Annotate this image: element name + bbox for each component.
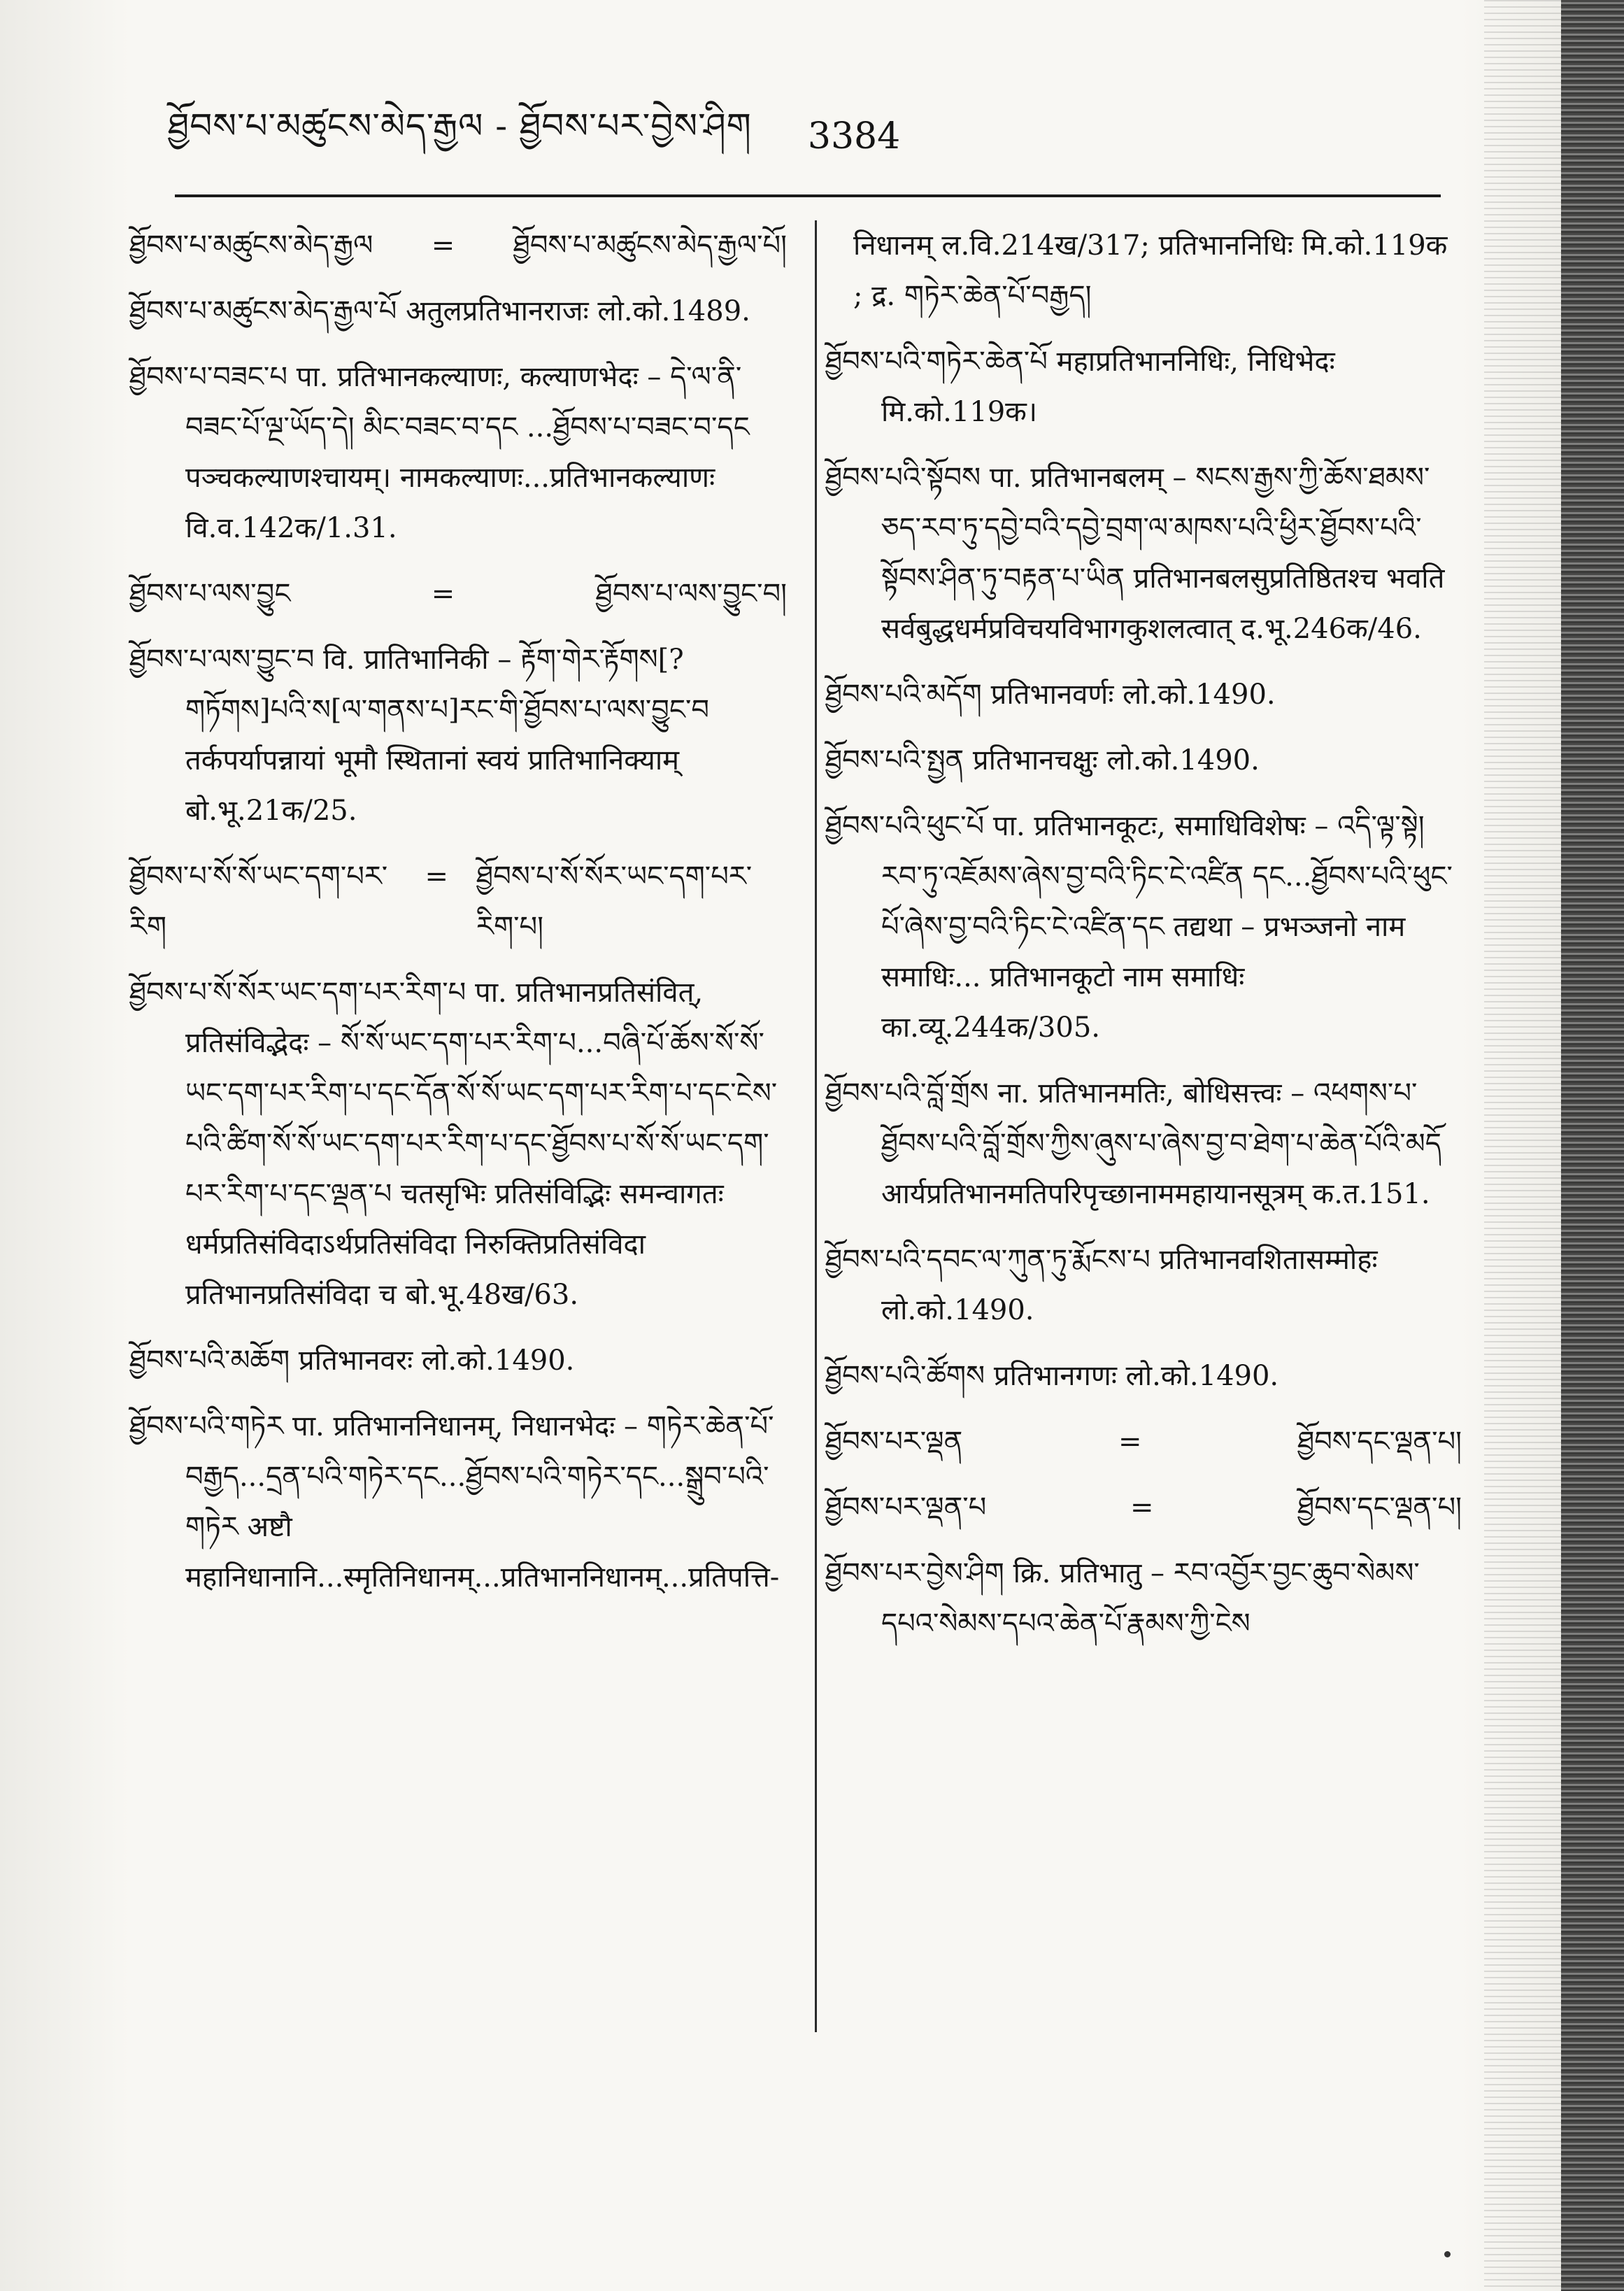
entry-headword: ཐྱོབས་པར་ལྡན་པ (825, 1491, 987, 1524)
entry-body: प्रतिभानवर्णः लो.को.1490. (990, 679, 1276, 711)
entry-body: निधानम् ल.वि.214ख/317; प्रतिभाननिधिः मि.को.119क ; द्र. གཏེར་ཆེན་པོ་བརྒྱད། (853, 229, 1448, 312)
entry-headword: ཐྱོབས་པ་མཚུངས་མེད་རྒྱལ་པོ (129, 295, 397, 327)
entry-body: प्रतिभानगणः लो.को.1490. (993, 1360, 1279, 1392)
entry-headword: ཐྱོབས་པར་བྱེས་ཤིག (825, 1557, 1004, 1589)
entry-body: पा. प्रतिभाननिधानम्, निधानभेदः – གཏེར་ཆེན་པོ་བརྒྱད...དྲན་པའི་གཏེར་དང...ཐྱོབས་པའི་གཏེར་དང...སྒྲུབ་པའི་གཏེར अष्टौ महानिधानानि...स्मृतिनिधानम्...प्रतिभाननिधानम्...प्रतिपत्ति- (185, 1410, 780, 1594)
entry-headword: ཐྱོབས་པའི་སྤྱན (825, 744, 964, 776)
entry-headword: ཐྱོབས་པ་ལས་བྱུང་བ (129, 644, 315, 676)
dictionary-entry (825, 453, 1462, 654)
dictionary-entry (825, 1068, 1462, 1219)
entry-headword: ཐྱོབས་པའི་ཚོགས (825, 1360, 985, 1392)
scan-edge-binding (1561, 0, 1624, 2291)
entry-body: ཐྱོབས་པ་ལས་བྱུང་བ། (595, 578, 787, 610)
dictionary-entry (825, 735, 1462, 786)
entry-headword: ཐྱོབས་པ་སོ་སོར་ཡང་དག་པར་རིག་པ (129, 977, 466, 1009)
entry-headword: ཐྱོབས་པའི་གཏེར (129, 1410, 284, 1442)
dictionary-entry (129, 286, 787, 336)
entry-body: प्रतिभानवरः लो.को.1490. (298, 1345, 575, 1377)
entry-body: पा. प्रतिभानकूटः, समाधिविशेषः – འདི་ལྟ་སྟེ། རབ་ཏུ་འཇོམས་ཞེས་བྱ་བའི་ཏིང་ངེ་འཛིན དང...ཐྱོབས་པའི་ཕུང་པོ་ཞེས་བྱ་བའི་ཏིང་ངེ་འཛིན་དང तद्यथा – प्रभञ्जनो नाम समाधिः... प्रतिभानकूटो नाम समाधिः का.व्यू.244क/305. (881, 810, 1453, 1044)
column-divider (815, 220, 817, 2032)
entry-headword: ཐྱོབས་པའི་བློ་གྲོས (825, 1077, 989, 1109)
entry-headword: ཐྱོབས་པར་ལྡན (825, 1426, 963, 1458)
entry-body: ना. प्रतिभानमतिः, बोधिसत्त्वः – འཕགས་པ་ཐྱོབས་པའི་བློ་གྲོས་ཀྱིས་ཞུས་པ་ཞེས་བྱ་བ་ཐེག་པ་ཆེན་པོའི་མདོ आर्यप्रतिभानमतिपरिपृच्छानाममहायानसूत्रम् क.त.151. (881, 1077, 1441, 1210)
equals-sign: = (1118, 1426, 1142, 1458)
dictionary-entry (825, 1351, 1462, 1401)
dictionary-entry (129, 569, 787, 619)
entry-body: अतुलप्रतिभानराजः लो.को.1489. (406, 295, 750, 327)
entry-body: पा. प्रतिभानकल्याणः, कल्याणभेदः – དེ་ལ་ནི་བཟང་པོ་ལྔ་ཡོད་དེ། མིང་བཟང་བ་དང ...ཐྱོབས་པ་བཟང་བ་དང पञ्चकल्याणश्चायम्। नामकल्याणः...प्रतिभानकल्याणः वि.व.142क/1.31. (185, 361, 750, 544)
dictionary-entry (129, 1335, 787, 1386)
entry-headword: ཐྱོབས་པ་མཚུངས་མེད་རྒྱལ (129, 229, 373, 262)
dictionary-entry (129, 220, 787, 271)
equals-sign: = (431, 229, 455, 262)
entry-body: क्रि. प्रतिभातु – རབ་འབྱོར་བྱང་ཆུབ་སེམས་དཔའ་སེམས་དཔའ་ཆེན་པོ་རྣམས་ཀྱི་ངེས (881, 1557, 1420, 1640)
dictionary-entry (825, 1482, 1462, 1533)
entry-body: ཐྱོབས་པ་སོ་སོར་ཡང་དག་པར་རིག་པ། (476, 860, 753, 943)
equals-sign: = (431, 578, 455, 610)
equals-sign: = (1130, 1491, 1154, 1524)
entry-body: वि. प्रातिभानिकी – རྟོག་གེར་རྟོགས[?གཏོགས]པའི་ས[ལ་གནས་པ]རང་གི་ཐྱོབས་པ་ལས་བྱུང་བ तर्कपर्यापन्नायां भूमौ स्थितानां स्वयं प्रातिभानिक्याम् बो.भू.21क/25. (185, 644, 710, 827)
dictionary-entry (129, 967, 787, 1320)
equals-sign: = (425, 860, 449, 893)
entry-body: पा. प्रतिभानप्रतिसंवित्, प्रतिसंविद्भेदः – སོ་སོ་ཡང་དག་པར་རིག་པ...བཞི་པོ་ཆོས་སོ་སོ་ཡང་དག་པར་རིག་པ་དང་དོན་སོ་སོ་ཡང་དག་པར་རིག་པ་དང་ངེས་པའི་ཚིག་སོ་སོ་ཡང་དག་པར་རིག་པ་དང་ཐྱོབས་པ་སོ་སོ་ཡང་དག་པར་རིག་པ་དང་ལྡན་པ चतसृभिः प्रतिसंविद्भिः समन्वागतः धर्मप्रतिसंविदाऽर्थप्रतिसंविदा निरुक्तिप्रतिसंविदा प्रतिभानप्रतिसंविदा च बो.भू.48ख/63. (185, 977, 778, 1311)
dictionary-entry-continuation (825, 220, 1462, 321)
header-rule (175, 194, 1441, 197)
entry-headword: ཐྱོབས་པ་སོ་སོ་ཡང་དག་པར་རིག (129, 860, 388, 943)
dictionary-entry (825, 801, 1462, 1053)
page-number: 3384 (807, 115, 901, 157)
dictionary-entry (825, 1235, 1462, 1335)
entry-body: पा. प्रतिभानबलम् – སངས་རྒྱས་ཀྱི་ཆོས་ཐམས་ཅད་རབ་ཏུ་དབྱེ་བའི་དབྱེ་བྲག་ལ་མཁས་པའི་ཕྱིར་ཐྱོབས་པའི་སྟོབས་ཤིན་ཏུ་བརྟན་པ་ཡིན प्रतिभानबलसुप्रतिष्ठितश्च भवति सर्वबुद्धधर्मप्रविचयविभागकुशलत्वात् द.भू.246क/46. (881, 462, 1445, 645)
scan-edge-shading (1484, 0, 1561, 2291)
entry-headword: ཐྱོབས་པའི་མཆོག (129, 1345, 290, 1377)
entry-headword: ཐྱོབས་པའི་དབང་ལ་ཀུན་ཏུ་རྨོངས་པ (825, 1244, 1151, 1276)
entry-headword: ཐྱོབས་པའི་མདོག (825, 679, 982, 711)
dictionary-entry (825, 669, 1462, 720)
entry-body: प्रतिभानवशितासम्मोहः लो.को.1490. (881, 1244, 1378, 1326)
entry-body: महाप्रतिभाननिधिः, निधिभेदः मि.को.119क। (881, 346, 1335, 428)
dictionary-entry (129, 1401, 787, 1603)
entry-body: ཐྱོབས་པ་མཚུངས་མེད་རྒྱལ་པོ། (513, 229, 787, 262)
entry-headword: ཐྱོབས་པ་བཟང་པ (129, 361, 287, 393)
entry-body: प्रतिभानचक्षुः लो.को.1490. (972, 744, 1260, 776)
entry-body: ཐྱོབས་དང་ལྡན་པ། (1297, 1426, 1462, 1458)
entry-body: ཐྱོབས་དང་ལྡན་པ། (1297, 1491, 1462, 1524)
entry-headword: ཐྱོབས་པ་ལས་བྱུང (129, 578, 291, 610)
dictionary-entry (825, 1548, 1462, 1649)
running-header (168, 105, 1147, 168)
scan-speck (1444, 2251, 1451, 2257)
dictionary-entry (129, 634, 787, 836)
dictionary-entry (825, 336, 1462, 437)
dictionary-entry (129, 851, 787, 952)
entry-headword: ཐྱོབས་པའི་ཕུང་པོ (825, 810, 985, 842)
dictionary-entry (825, 1417, 1462, 1467)
right-column (825, 220, 1462, 1664)
entry-headword: ཐྱོབས་པའི་གཏེར་ཆེན་པོ (825, 346, 1048, 378)
entry-headword: ཐྱོབས་པའི་སྟོབས (825, 462, 981, 494)
header-title: ཐྱོབས་པ་མཚུངས་མེད་རྒྱལ - ཐྱོབས་པར་བྱེས་ཤིག (168, 106, 752, 146)
left-column (129, 220, 787, 1618)
dictionary-entry (129, 352, 787, 553)
